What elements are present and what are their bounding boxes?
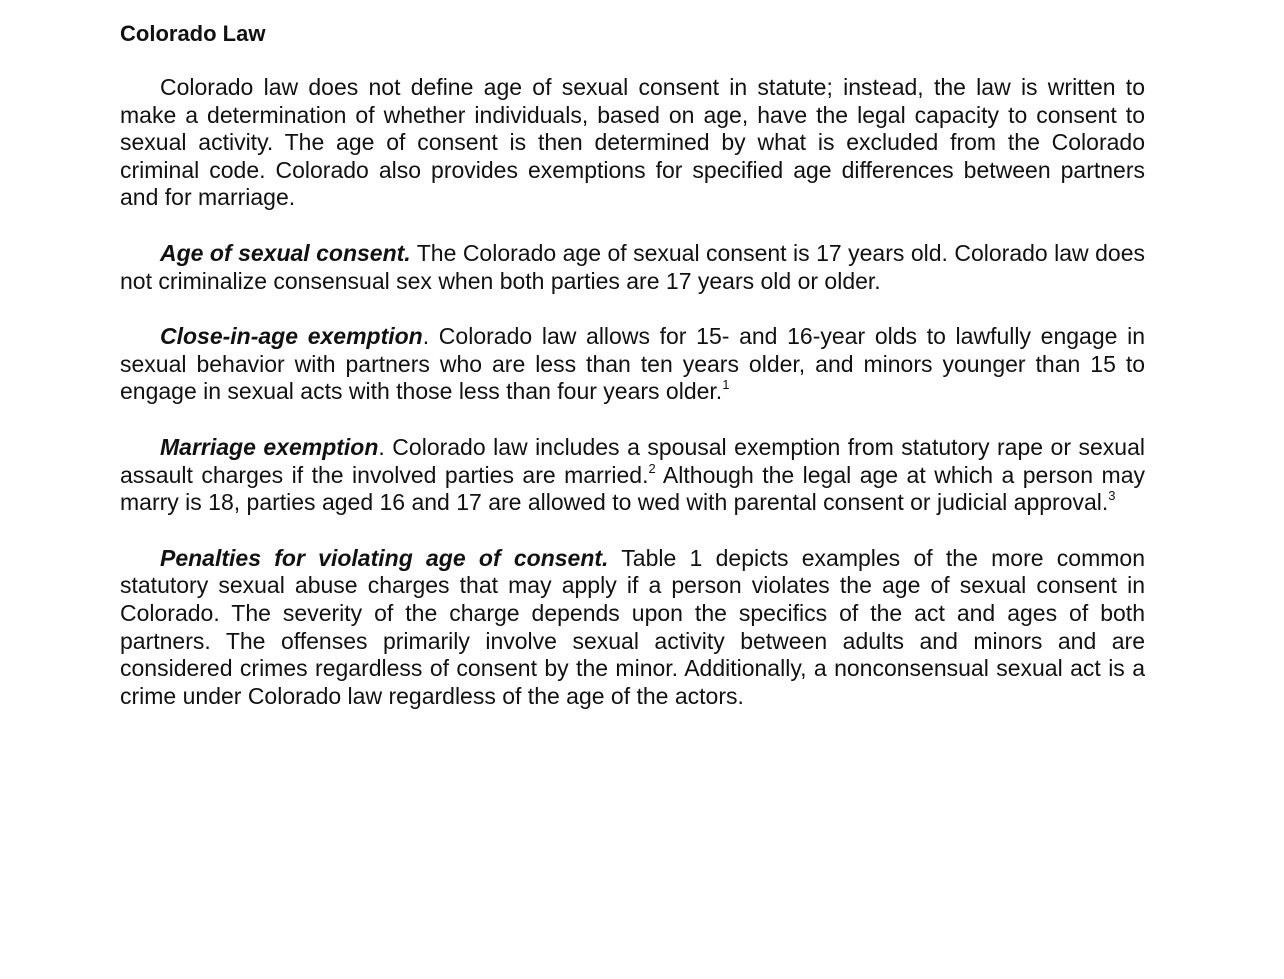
intro-paragraph <box>120 74 1145 212</box>
marriage-text-2: Although the legal age at which a person may marry is 18, parties aged 16 and 17 are allowed to wed with parental consent or judicial approval. <box>120 461 1145 516</box>
age-of-consent-paragraph <box>120 240 1145 295</box>
marriage-paragraph <box>120 434 1145 517</box>
penalties-paragraph <box>120 545 1145 711</box>
penalties-lead: Penalties for violating age of consent. <box>160 544 609 571</box>
close-in-age-paragraph <box>120 323 1145 406</box>
section-heading: Colorado Law <box>120 21 266 46</box>
marriage-lead: Marriage exemption <box>160 433 379 460</box>
close-in-age-lead: Close-in-age exemption <box>160 323 423 350</box>
close-in-age-text: . Colorado law allows for 15- and 16-year olds to lawfully engage in sexual behavior with partners who are less than ten years older, and minors younger than 15 to engage in sexual acts with those less than four years older. <box>120 323 1145 405</box>
marriage-text-1: . Colorado law includes a spousal exemption from statutory rape or sexual assault charges if the involved parties are married. <box>120 433 1145 488</box>
intro-text: Colorado law does not define age of sexual consent in statute; instead, the law is written to make a determination of whether individuals, based on age, have the legal capacity to consent to sexual activity. The age of consent is then determined by what is excluded from the Colorado criminal code. Colorado also provides exemptions for specified age differences between partners and for marriage. <box>120 74 1145 211</box>
penalties-text: Table 1 depicts examples of the more common statutory sexual abuse charges that may apply if a person violates the age of sexual consent in Colorado. The severity of the charge depends upon the specifics of the act and ages of both partners. The offenses primarily involve sexual activity between adults and minors and are considered crimes regardless of consent by the minor. Additionally, a nonconsensual sexual act is a crime under Colorado law regardless of the age of the actors. <box>120 544 1145 709</box>
age-of-consent-lead: Age of sexual consent. <box>160 239 411 266</box>
age-of-consent-text: The Colorado age of sexual consent is 17 years old. Colorado law does not criminalize consensual sex when both parties are 17 years old or older. <box>120 239 1145 294</box>
document-body <box>120 18 1145 738</box>
footnote-marker: 3 <box>1108 488 1116 504</box>
footnote-marker: 1 <box>722 377 730 393</box>
footnote-marker: 2 <box>648 460 656 476</box>
